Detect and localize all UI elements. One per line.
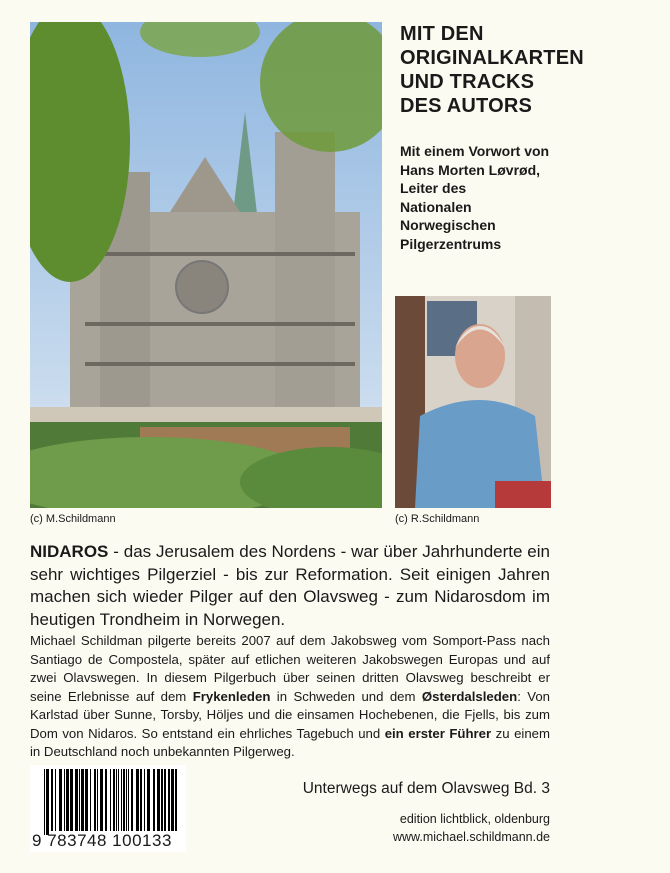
barcode-bar	[157, 769, 160, 831]
barcode-bar	[59, 769, 62, 831]
headline-line: DES AUTORS	[400, 95, 533, 117]
isbn-barcode	[30, 765, 186, 852]
foreword-line: Norwegischen	[400, 217, 496, 233]
body-paragraph	[30, 632, 550, 762]
barcode-bar	[164, 769, 166, 831]
website-url[interactable]: www.michael.schildmann.de	[392, 830, 550, 844]
body-text: zu einem in Deutschland noch unbekannten Pilgerweg.	[30, 725, 550, 759]
barcode-bar	[66, 769, 69, 831]
barcode-bar	[46, 769, 49, 835]
foreword-line: Nationalen	[400, 198, 472, 215]
barcode-bars	[30, 765, 186, 835]
barcode-bar	[131, 769, 133, 831]
barcode-bar	[175, 769, 177, 831]
publisher-name: edition lichtblick, oldenburg	[399, 812, 550, 826]
body-text: in Schweden und dem	[270, 688, 422, 704]
barcode-bar	[55, 769, 56, 831]
foreword-line: Hans Morten Løvrød,	[400, 161, 541, 178]
foreword-note	[400, 142, 549, 253]
barcode-bar	[123, 769, 125, 831]
barcode-bar	[147, 769, 150, 831]
barcode-bar	[153, 769, 155, 831]
body-bold: Frykenleden	[192, 688, 271, 704]
headline	[400, 22, 584, 118]
barcode-bar	[75, 769, 78, 831]
series-title: Unterwegs auf dem Olavsweg Bd. 3	[302, 780, 550, 797]
barcode-bar	[140, 769, 142, 831]
barcode-bar	[113, 769, 115, 831]
barcode-bar	[79, 769, 80, 831]
foreword-line: Leiter des	[400, 180, 467, 196]
barcode-bar	[136, 769, 139, 831]
barcode-bar	[94, 769, 96, 831]
barcode-bar	[105, 769, 107, 831]
body-text: : Von Karlstad über Sunne, Torsby, Höljes und die einsamen Hochebenen, die Fjells, bis zum Dom von Nidaros. So entstand ein ehrliches Tagebuch und	[30, 688, 550, 741]
barcode-bar	[110, 769, 111, 831]
barcode-bar	[97, 769, 98, 831]
body-bold: Østerdalsleden	[421, 688, 518, 704]
barcode-bar	[51, 769, 53, 831]
author-photo	[395, 296, 551, 508]
barcode-bar	[64, 769, 65, 831]
barcode-bar	[128, 769, 129, 831]
headline-line: UND TRACKS	[400, 71, 535, 93]
barcode-bar	[168, 769, 170, 831]
barcode-bar	[100, 769, 103, 831]
barcode-bar	[85, 769, 88, 831]
barcode-bar	[144, 769, 145, 831]
barcode-bar	[161, 769, 163, 831]
barcode-bar	[70, 769, 73, 831]
barcode-bar	[126, 769, 127, 831]
barcode-bar	[171, 769, 174, 831]
barcode-bar	[90, 769, 91, 831]
body-bold: ein erster Führer	[384, 725, 492, 741]
foreword-line: Mit einem Vorwort von	[400, 143, 550, 159]
intro-paragraph	[30, 541, 550, 631]
barcode-bar	[81, 769, 84, 831]
foreword-line: Pilgerzentrums	[400, 235, 502, 252]
body-text: Michael Schildman pilgerte bereits 2007 auf dem Jakobsweg vom Somport-Pass nach Santiago de Compostela, später auf etlichen weiteren Jakobswegen Europas und auf zwei Olavswegen. In diesem Pilgerbuch über seinen dritten Olavsweg beschreibt er seine Erlebnisse auf dem	[30, 633, 550, 704]
cathedral-photo-caption: (c) M.Schildmann	[30, 513, 116, 525]
publisher-info	[393, 810, 550, 846]
isbn-number: 9 783748 100133	[32, 831, 172, 850]
barcode-bar	[118, 769, 119, 831]
barcode-bar	[116, 769, 117, 831]
headline-line: MIT DEN	[400, 23, 484, 45]
author-photo-caption: (c) R.Schildmann	[395, 513, 480, 525]
intro-text: - das Jerusalem des Nordens - war über Jahrhunderte ein sehr wichtiges Pilgerziel - bis zur Reformation. Seit einigen Jahren machen sich wieder Pilger auf den Olavsweg - zum Nidarosdom im heutigen Trondheim in Norwegen.	[30, 542, 550, 629]
intro-bold: NIDAROS	[30, 542, 109, 561]
barcode-bar	[44, 769, 45, 835]
cathedral-photo	[30, 22, 382, 508]
headline-line: ORIGINALKARTEN	[400, 47, 584, 69]
barcode-bar	[121, 769, 122, 831]
